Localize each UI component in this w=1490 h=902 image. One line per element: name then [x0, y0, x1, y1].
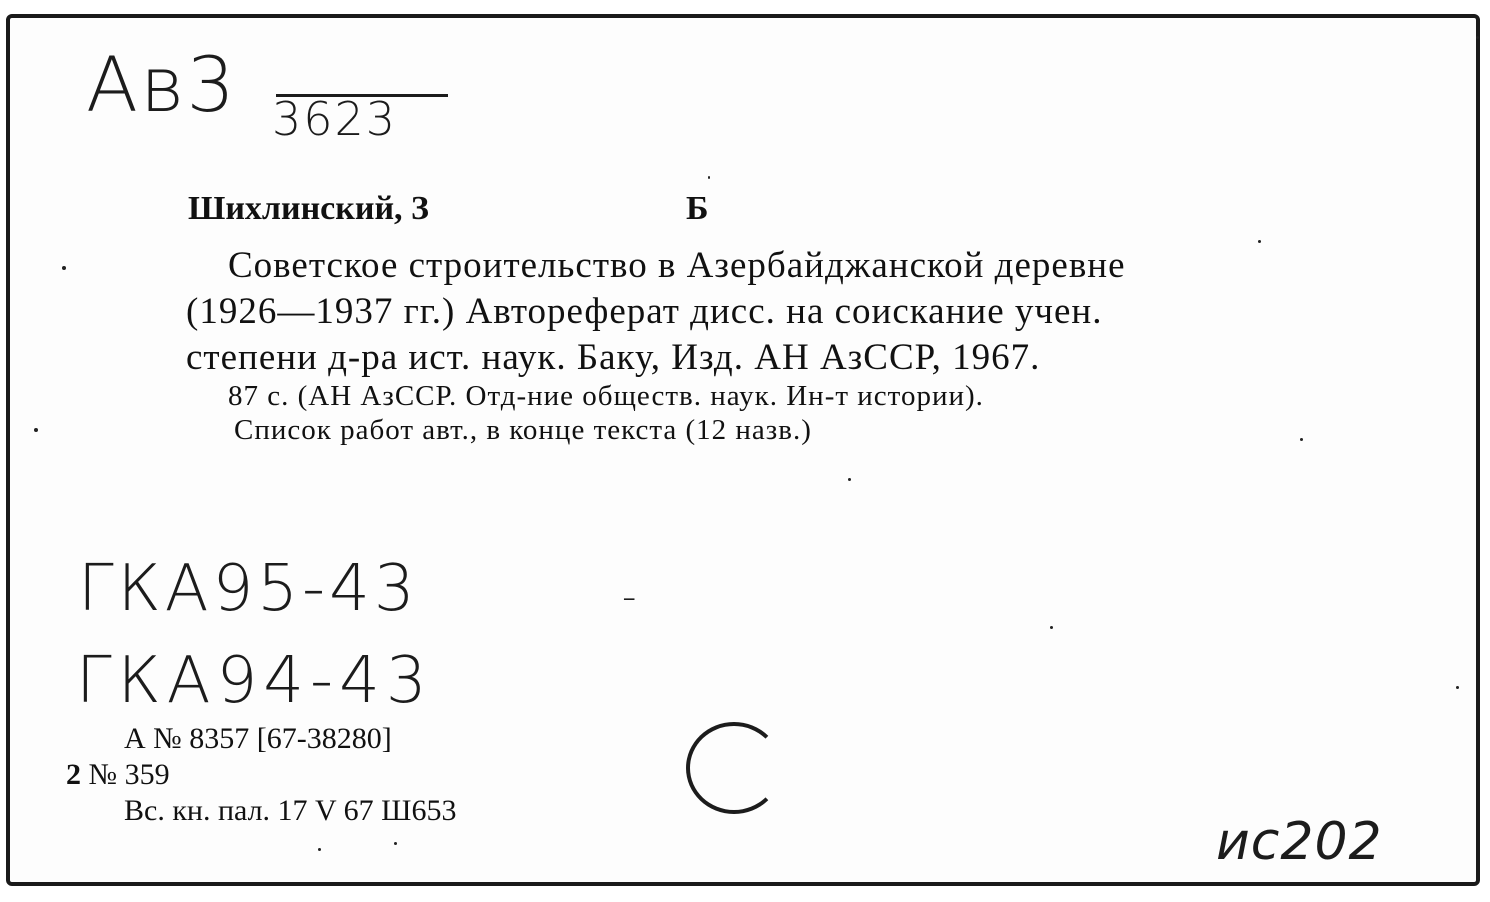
shelf-mark-prefix: Ав3	[86, 40, 237, 129]
bibliography-note-line: Список работ авт., в конце текста (12 назв.)	[234, 414, 812, 446]
speck	[848, 478, 851, 481]
title-line-3: степени д-ра ист. наук. Баку, Изд. АН АзССР, 1967.	[186, 337, 1041, 378]
shelf-mark-number: 3623	[272, 92, 398, 146]
speck	[34, 428, 38, 432]
author-initial: Б	[686, 190, 709, 227]
speck	[1300, 438, 1303, 441]
speck	[62, 266, 66, 270]
speck	[1456, 686, 1459, 689]
call-number-1: ГКА95-43	[78, 552, 419, 626]
copy-prefix: 2	[66, 758, 81, 791]
speck	[318, 848, 321, 851]
speck	[1258, 240, 1261, 243]
author-name: Шихлинский, З	[188, 190, 429, 227]
handwritten-dash: -	[622, 574, 637, 620]
inventory-number: ис202	[1216, 812, 1383, 872]
speck	[1476, 36, 1479, 39]
circle-stamp	[686, 722, 782, 814]
title-line-1: Советское строительство в Азербайджанской деревне	[228, 245, 1126, 286]
title-line-2: (1926—1937 гг.) Автореферат дисс. на соискание учен.	[186, 291, 1103, 332]
speck	[708, 176, 710, 179]
registry-line: Вс. кн. пал. 17 V 67 Ш653	[124, 794, 457, 827]
speck	[394, 842, 397, 845]
speck	[1050, 626, 1053, 629]
copy-number	[66, 758, 170, 792]
copy-number-value: № 359	[88, 758, 170, 791]
pagination-series-line: 87 с. (АН АзССР. Отд-ние обществ. наук. Ин-т истории).	[228, 380, 984, 412]
call-number-2: ГКА94-43	[76, 644, 433, 718]
accession-number: А № 8357 [67-38280]	[124, 722, 392, 755]
